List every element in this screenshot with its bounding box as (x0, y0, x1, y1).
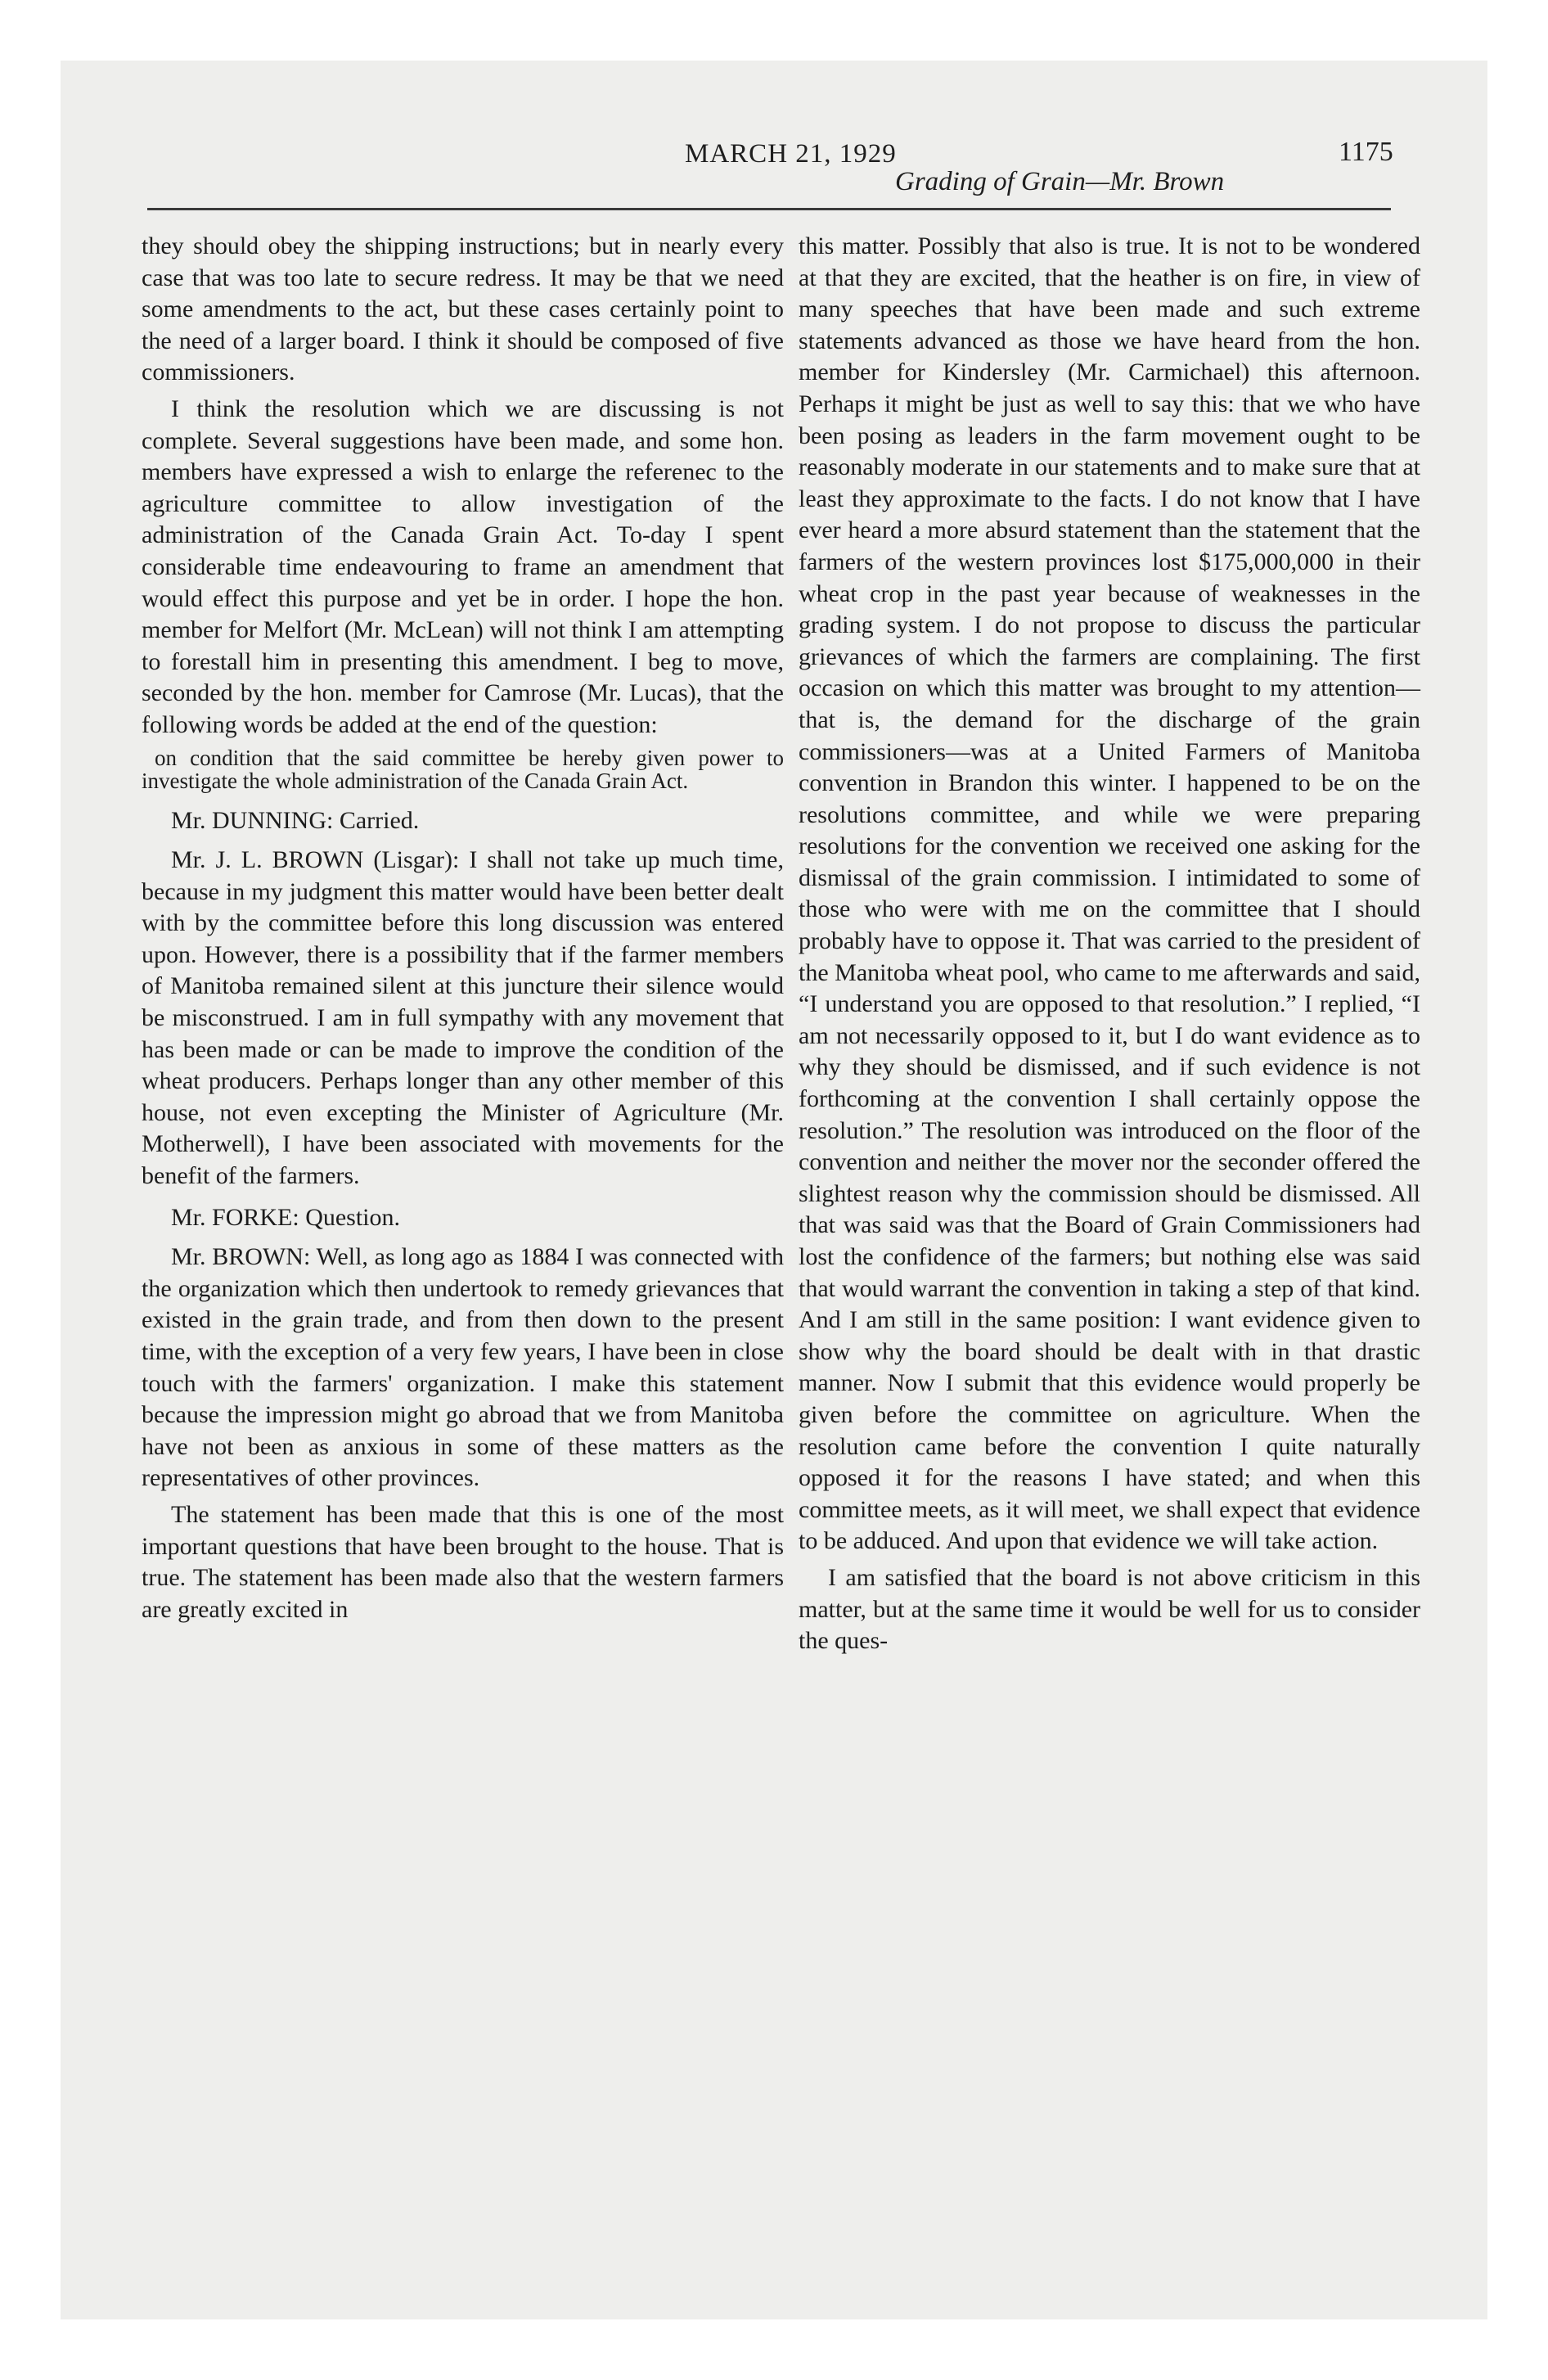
paragraph: The statement has been made that this is one of the most important questions that have been brought to the house. That is true. The statement has been made also that the western farmers are greatly excited in (142, 1500, 784, 1623)
page-header (61, 77, 1487, 200)
header-rule (147, 208, 1391, 210)
paragraph: I am satisfied that the board is not above criticism in this matter, but at the same time it would be well for us to consider the ques- (799, 1563, 1420, 1655)
paragraph: they should obey the shipping instructions; but in nearly every case that was too late to secure redress. It may be that we need some amendments to the act, but these cases certainly point to the need of a larger board. I think it should be composed of five commissioners. (142, 232, 784, 386)
speaker-paragraph: Mr. BROWN: Well, as long ago as 1884 I was connected with the organization which then undertook to remedy grievances that existed in the grain trade, and from then down to the present time, with the exception of a very few years, I have been in close touch with the farmers' organization. I make this statement because the impression might go abroad that we from Manitoba have not been as anxious in some of these matters as the representatives of other provinces. (142, 1243, 784, 1492)
running-title: Grading of Grain—Mr. Brown (895, 167, 1225, 196)
right-column (799, 231, 1420, 1662)
paragraph: this matter. Possibly that also is true. It is not to be wondered at that they are excited, that the heather is on fire, in view of many speeches that have been made and such extreme statements advanced as those we have heard from the hon. member for Kindersley (Mr. Carmichael) this afternoon. Perhaps it might be just as well to say this: that we who have been posing as leaders in the farm movement ought to be reasonably moderate in our statements and to make sure that at least they approximate to the facts. I do not know that I have ever heard a more absurd statement than the statement that the farmers of the western provinces lost $175,000,000 in their wheat crop in the past year because of weaknesses in the grading system. I do not propose to discuss the particular grievances of which the farmers are complaining. The first occasion on which this matter was brought to my attention—that is, the demand for the discharge of the grain commissioners—was at a United Farmers of Manitoba convention in Brandon this winter. I happened to be on the resolutions committee, and while we were preparing resolutions for the convention we received one asking for the dismissal of the grain commission. I intimidated to some of those who were with me on the committee that I should probably have to oppose it. That was carried to the president of the Manitoba wheat pool, who came to me afterwards and said, “I understand you are opposed to that resolution.” I replied, “I am not necessarily opposed to it, but I do want evidence as to why they should be dismissed, and if such evidence is not forthcoming at the convention I shall certainly oppose the resolution.” The resolution was introduced on the floor of the convention and neither the mover nor the seconder offered the slightest reason why the commission should be dismissed. All that was said was that the Board of Grain Commissioners had lost the confidence of the farmers; but nothing else was said that would warrant the convention in taking a step of that kind. And I am still in the same position: I want evidence given to show why the board should be dealt with in that drastic manner. Now I submit that this evidence would properly be given before the committee on agriculture. When the resolution came before the convention I quite naturally opposed it for the reasons I have stated; and when this committee meets, as it will meet, we shall expect that evidence to be adduced. And upon that evidence we will take action. (799, 232, 1420, 1555)
speaker-paragraph: Mr. J. L. BROWN (Lisgar): I shall not take up much time, because in my judgment this matter would have been better dealt with by the committee before this long discussion was entered upon. However, there is a possibility that if the farmer members of Manitoba remained silent at this juncture their silence would be misconstrued. I am in full sympathy with any movement that has been made or can be made to improve the condition of the wheat producers. Perhaps longer than any other member of this house, not even excepting the Minister of Agriculture (Mr. Motherwell), I have been associated with movements for the benefit of the farmers. (142, 846, 784, 1190)
header-date: MARCH 21, 1929 (685, 139, 897, 169)
page-number: 1175 (1339, 137, 1393, 167)
speaker-paragraph: Mr. FORKE: Question. (171, 1203, 401, 1231)
quoted-amendment: on condition that the said committee be hereby given power to investigate the whole administration of the Canada Grain Act. (142, 745, 784, 793)
left-column (142, 231, 784, 1630)
paragraph: I think the resolution which we are discussing is not complete. Several suggestions have been made, and some hon. members have expressed a wish to enlarge the referenec to the agriculture committee to allow investigation of the administration of the Canada Grain Act. To-day I spent considerable time endeavouring to frame an amendment that would effect this purpose and yet be in order. I hope the hon. member for Melfort (Mr. McLean) will not think I am attempting to forestall him in presenting this amendment. I beg to move, seconded by the hon. member for Camrose (Mr. Lucas), that the following words be added at the end of the question: (142, 394, 784, 738)
speaker-paragraph: Mr. DUNNING: Carried. (171, 806, 420, 834)
